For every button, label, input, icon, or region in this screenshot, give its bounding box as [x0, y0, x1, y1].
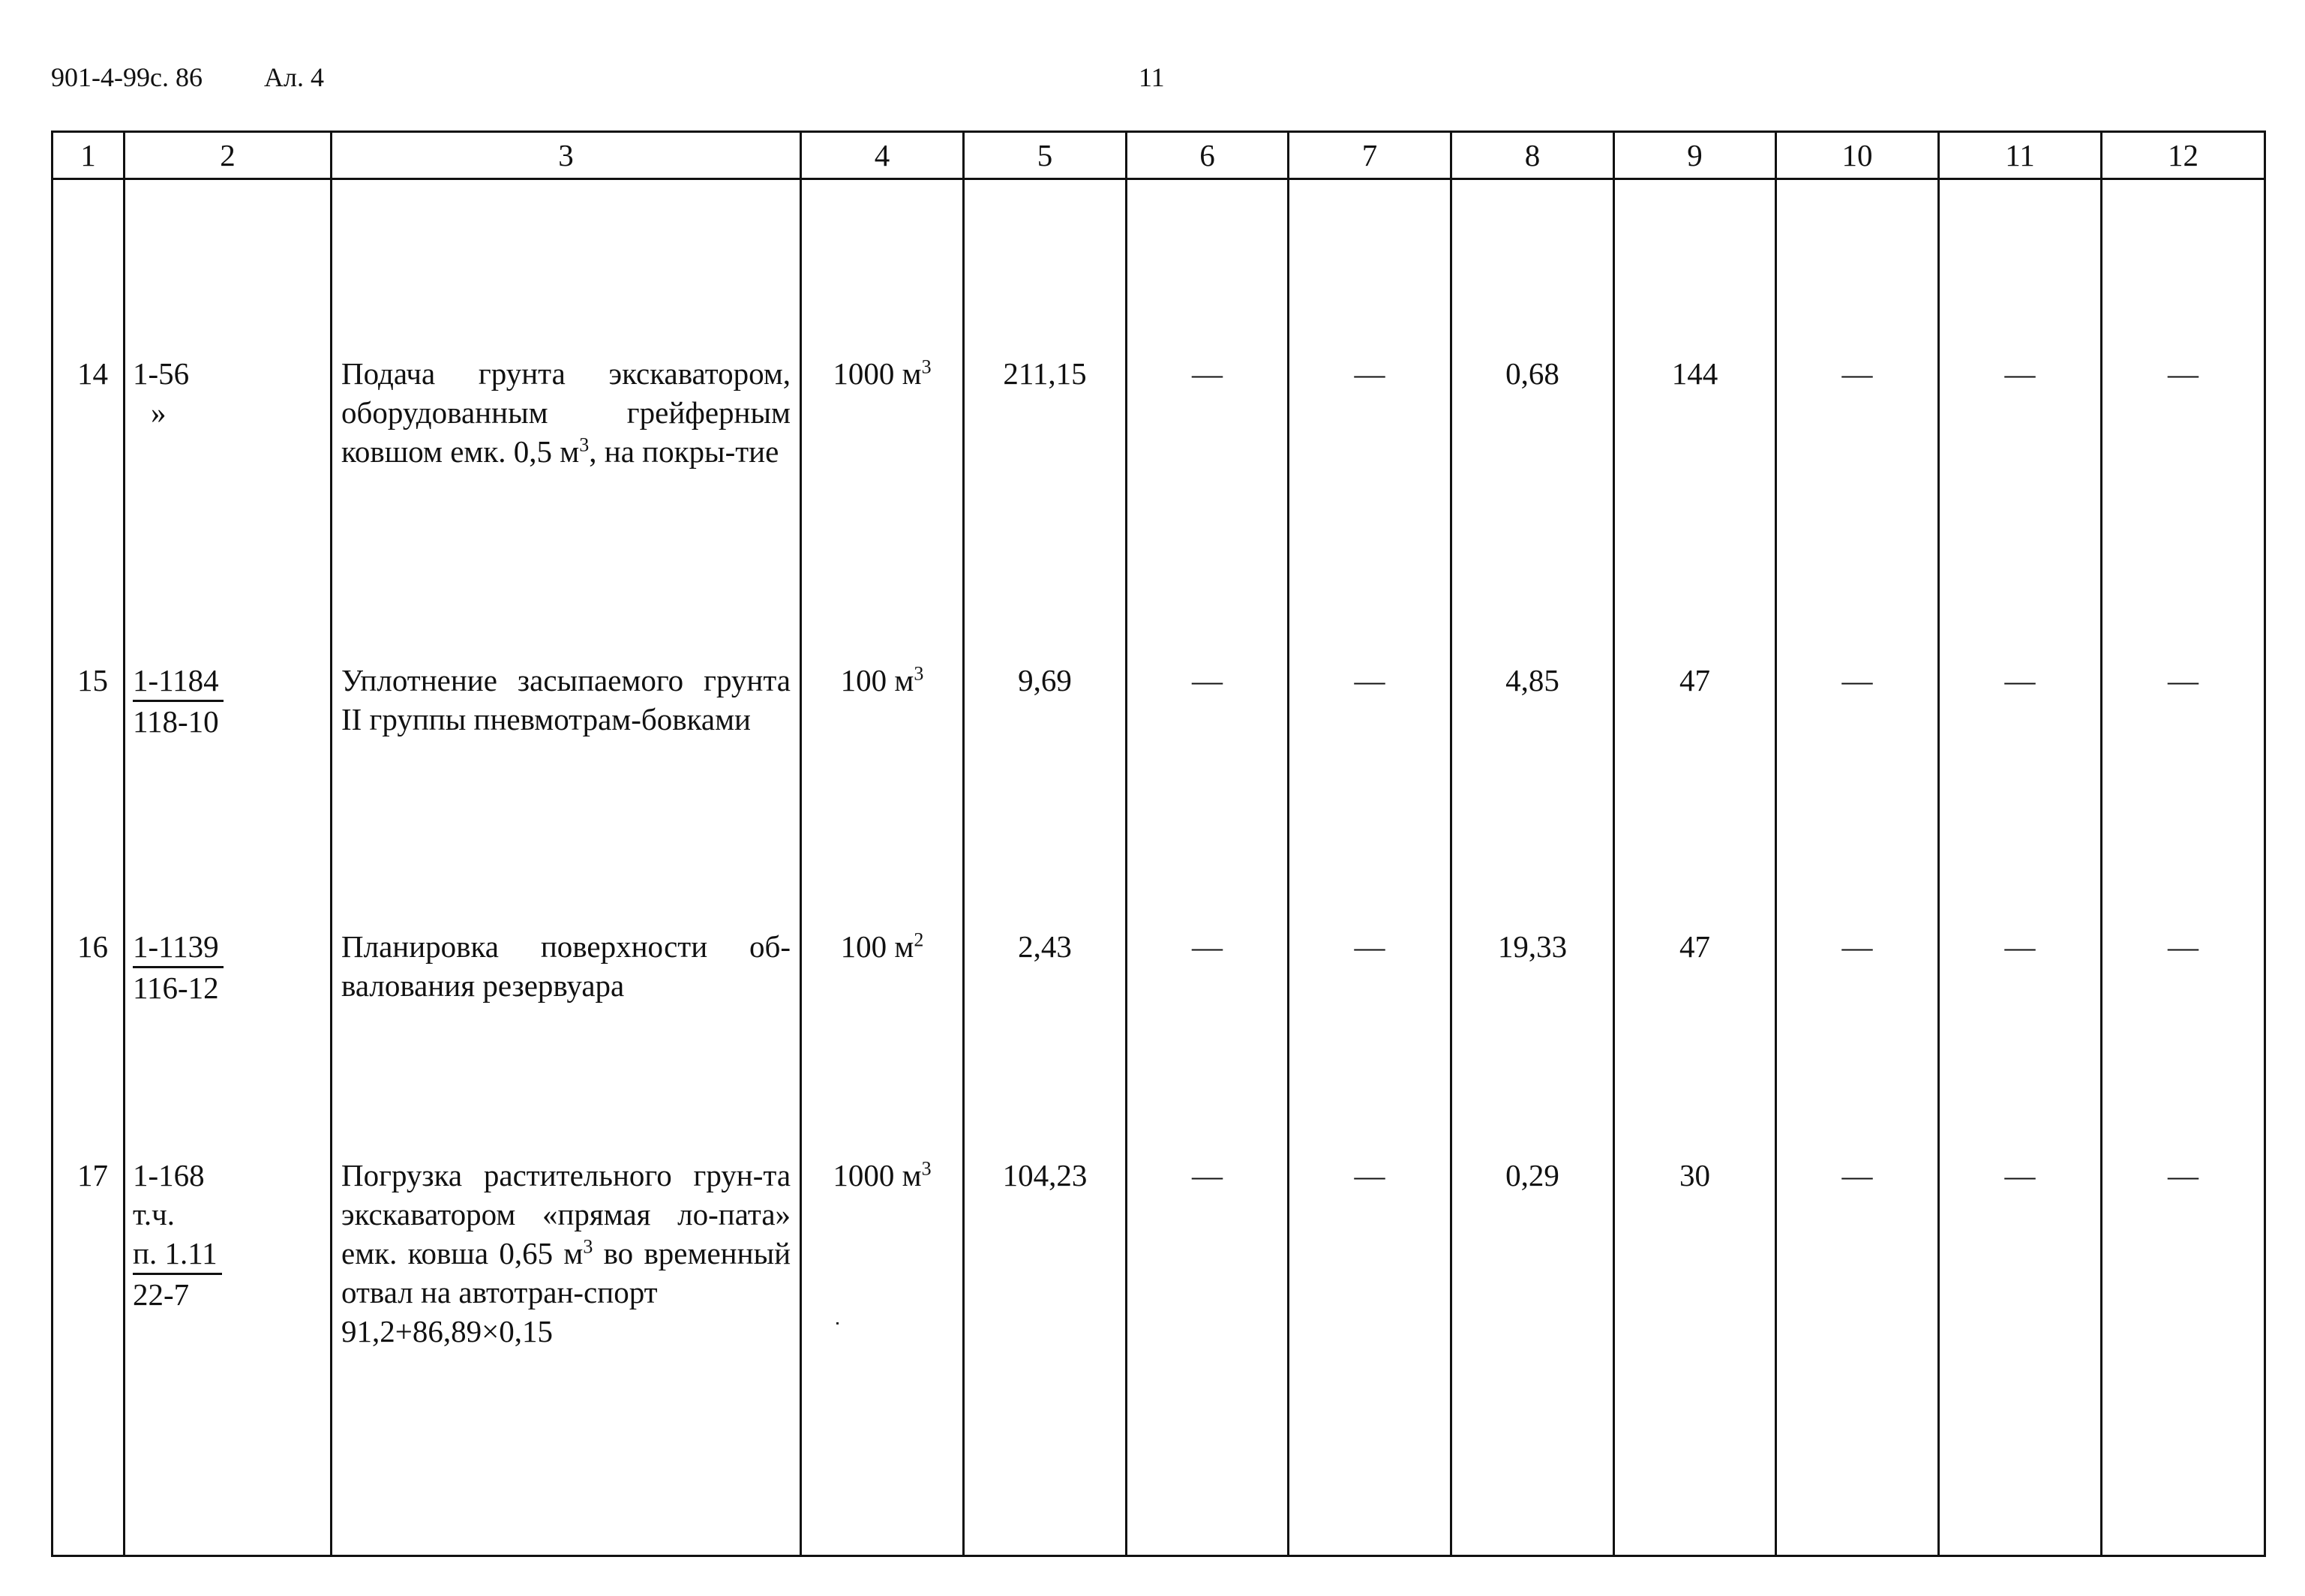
- cell-col11: —: [1939, 1156, 2102, 1556]
- unit: 100 $м^2$: [801, 927, 964, 1156]
- cell-col8: 0,68: [1451, 354, 1614, 661]
- table-row: [53, 927, 2265, 1156]
- cell-col7: —: [1289, 354, 1451, 661]
- cell-col11: —: [1939, 661, 2102, 927]
- page-number: 11: [1139, 62, 1165, 92]
- table-row: [53, 661, 2265, 927]
- cell-col8: 4,85: [1451, 661, 1614, 927]
- norm-code-line: т.ч.: [133, 1196, 175, 1232]
- norm-code: [125, 661, 332, 927]
- norm-code-fraction: [133, 927, 224, 1007]
- norm-code-denominator: 118-10: [133, 704, 219, 739]
- norm-code-fraction: [133, 1234, 222, 1314]
- norm-code-line: 1-56: [133, 356, 190, 391]
- unit: 1000 $м^3$: [801, 354, 964, 661]
- column-header: 6: [1127, 132, 1289, 179]
- work-description: Планировка поверхности об-валования резервуара: [332, 927, 801, 1156]
- quantity-formula: 91,2+86,89×0,15: [341, 1313, 553, 1348]
- norm-code-denominator: 116-12: [133, 970, 219, 1005]
- work-description: Уплотнение засыпаемого грунта II группы пневмотрам-бовками: [332, 661, 801, 927]
- quantity: 104,23: [964, 1156, 1127, 1556]
- row-number: 15: [53, 661, 125, 927]
- unit: 100 $м^3$: [801, 661, 964, 927]
- column-header: 10: [1776, 132, 1939, 179]
- work-description-text: Погрузка растительного грун-та экскаватором «прямая ло-пата» емк. ковша 0,65 $м^3$ во временный отвал на автотран-спорт: [341, 1157, 791, 1310]
- cell-col6: —: [1127, 661, 1289, 927]
- cell-col12: —: [2102, 1156, 2265, 1556]
- cell-col8: 0,29: [1451, 1156, 1614, 1556]
- cell-col7: —: [1289, 1156, 1451, 1556]
- norm-code-numerator: п. 1.11: [133, 1234, 222, 1275]
- cell-col9: 47: [1614, 661, 1776, 927]
- table-row: [53, 1156, 2265, 1556]
- cell-col6: —: [1127, 354, 1289, 661]
- cell-col10: —: [1776, 1156, 1939, 1556]
- column-header: 8: [1451, 132, 1614, 179]
- cell-col7: —: [1289, 661, 1451, 927]
- column-header: 12: [2102, 132, 2265, 179]
- cell-col9: 47: [1614, 927, 1776, 1156]
- column-header: 5: [964, 132, 1127, 179]
- document-code: 901-4-99с. 86: [51, 62, 203, 92]
- column-header: 7: [1289, 132, 1451, 179]
- quantity: 2,43: [964, 927, 1127, 1156]
- norm-code-numerator: 1-1139: [133, 927, 224, 968]
- column-header: 11: [1939, 132, 2102, 179]
- cell-col9: 30: [1614, 1156, 1776, 1556]
- column-number-row: [53, 132, 2265, 179]
- norm-code-numerator: 1-1184: [133, 661, 224, 702]
- cell-col11: —: [1939, 927, 2102, 1156]
- row-number: 16: [53, 927, 125, 1156]
- sheet-label: Ал. 4: [264, 62, 324, 92]
- unit-text: 1000 $м^3$: [833, 1156, 932, 1192]
- norm-code-fraction: [133, 661, 224, 741]
- spacer-row: [53, 179, 2265, 354]
- column-header: 1: [53, 132, 125, 179]
- norm-code: [125, 1156, 332, 1556]
- cell-col6: —: [1127, 927, 1289, 1156]
- row-number: 14: [53, 354, 125, 661]
- ditto-mark: »: [151, 394, 167, 430]
- stray-mark: [836, 1322, 839, 1324]
- cell-col12: —: [2102, 927, 2265, 1156]
- quantity: 211,15: [964, 354, 1127, 661]
- table-row: [53, 354, 2265, 661]
- column-header: 3: [332, 132, 801, 179]
- cell-col12: —: [2102, 354, 2265, 661]
- estimate-table: [51, 130, 2266, 1557]
- cell-col9: 144: [1614, 354, 1776, 661]
- cell-col12: —: [2102, 661, 2265, 927]
- work-description: Подача грунта экскаватором, оборудованным грейферным ковшом емк. 0,5 $м^3$, на покры-тие: [332, 354, 801, 661]
- norm-code: [125, 354, 332, 661]
- unit: [801, 1156, 964, 1556]
- cell-col7: —: [1289, 927, 1451, 1156]
- cell-col10: —: [1776, 354, 1939, 661]
- cell-col6: —: [1127, 1156, 1289, 1556]
- column-header: 9: [1614, 132, 1776, 179]
- work-description: [332, 1156, 801, 1556]
- column-header: 4: [801, 132, 964, 179]
- norm-code-denominator: 22-7: [133, 1276, 190, 1312]
- quantity: 9,69: [964, 661, 1127, 927]
- row-number: 17: [53, 1156, 125, 1556]
- cell-col10: —: [1776, 927, 1939, 1156]
- column-header: 2: [125, 132, 332, 179]
- norm-code: [125, 927, 332, 1156]
- norm-code-line: 1-168: [133, 1157, 205, 1192]
- cell-col8: 19,33: [1451, 927, 1614, 1156]
- cell-col11: —: [1939, 354, 2102, 661]
- cell-col10: —: [1776, 661, 1939, 927]
